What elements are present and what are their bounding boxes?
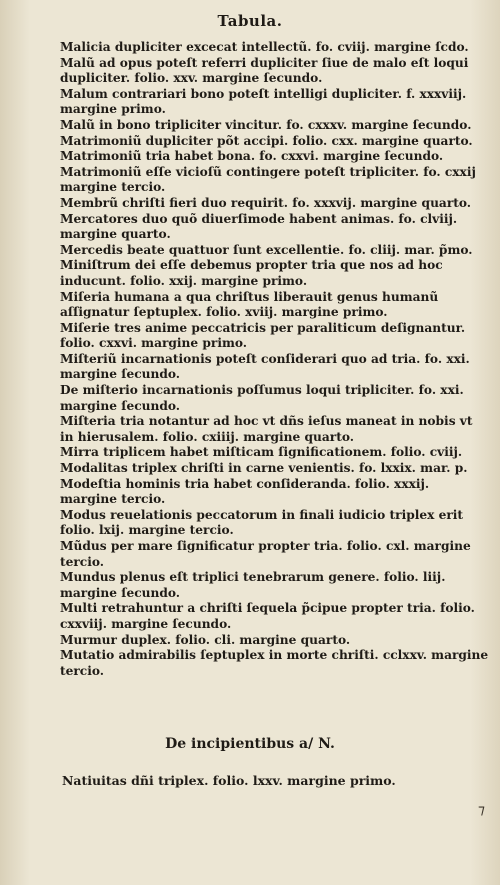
index-entry: Malũ ad opus poteſt referri dupliciter ſiue de malo eſt loqui dupliciter. folio. xxv. margine ſecundo. bbox=[60, 55, 469, 86]
index-entry: Mirra triplicem habet miſticam ſignificationem. folio. cviij. bbox=[60, 445, 463, 460]
index-entry: Modeſtia hominis tria habet conſideranda. folio. xxxij. margine tercio. bbox=[60, 476, 430, 507]
index-entry: Matrimoniũ dupliciter põt accipi. folio. cxx. margine quarto. bbox=[60, 133, 473, 148]
index-entry: Miſteriũ incarnationis poteſt conſiderari quo ad tria. fo. xxi. margine ſecundo. bbox=[60, 351, 470, 382]
index-entry: Matrimoniũ tria habet bona. fo. cxxvi. margine ſecundo. bbox=[60, 149, 444, 164]
index-entry: Malicia dupliciter excecat intellectũ. fo. cviij. margine ſcdo. bbox=[60, 40, 469, 54]
index-entry: Malum contrariari bono poteſt intelligi dupliciter. f. xxxviij. margine primo. bbox=[60, 86, 467, 117]
index-entry: Mutatio admirabilis ſeptuplex in morte chriſti. cclxxv. margine tercio. bbox=[60, 648, 489, 678]
index-entry: Miſteria tria notantur ad hoc vt dñs ieſus maneat in nobis vt in hierusalem. folio. cxiiij. margine quarto. bbox=[60, 414, 473, 444]
page-mark: ⁊ bbox=[478, 802, 485, 818]
index-entry: Multi retrahuntur a chriſti ſequela p̃cipue propter tria. folio. cxxviij. margine ſecundo. bbox=[60, 601, 475, 631]
index-entry: Mũdus per mare ſignificatur propter tria. folio. cxl. margine tercio. bbox=[60, 539, 471, 569]
index-entry: Miniſtrum dei eſſe debemus propter tria que nos ad hoc inducunt. folio. xxij. margine primo. bbox=[60, 258, 443, 288]
index-entries bbox=[60, 40, 490, 679]
index-entry: Modalitas triplex chriſti in carne venientis. fo. lxxix. mar. p. bbox=[60, 461, 468, 476]
index-entry: Malũ in bono tripliciter vincitur. fo. cxxxv. margine ſecundo. bbox=[60, 117, 472, 132]
index-entry: Membrũ chriſti fieri duo requirit. fo. xxxvij. margine quarto. bbox=[60, 195, 472, 210]
index-entry: Mercedis beate quattuor ſunt excellentie. fo. cliij. mar. p̃mo. bbox=[60, 242, 473, 257]
index-entry: Mercatores duo quõ diuerſimode habent animas. fo. clviij. margine quarto. bbox=[60, 211, 458, 242]
index-entry: De miſterio incarnationis poſſumus loqui tripliciter. fo. xxi. margine ſecundo. bbox=[60, 383, 464, 413]
index-entry: Mundus plenus eſt triplici tenebrarum genere. folio. liij. margine ſecundo. bbox=[60, 570, 446, 600]
page-title: Tabula. bbox=[217, 12, 283, 30]
index-entry: Miſeria humana a qua chriſtus liberauit genus humanũ aſſignatur ſeptuplex. folio. xviij. margine primo. bbox=[60, 289, 439, 320]
section-heading: De incipientibus a/ N. bbox=[165, 736, 335, 752]
index-entry: Miſerie tres anime peccatricis per paraliticum deſignantur. folio. cxxvi. margine primo. bbox=[60, 320, 466, 351]
final-index-entry: Natiuitas dñi triplex. folio. lxxv. margine primo. bbox=[62, 773, 396, 788]
index-entry: Modus reuelationis peccatorum in finali iudicio triplex erit folio. lxij. margine tercio. bbox=[60, 507, 464, 538]
index-entry: Matrimoniũ eſſe vicioſũ contingere poteſt tripliciter. fo. cxxij margine tercio. bbox=[60, 164, 476, 195]
index-entry: Murmur duplex. folio. cli. margine quarto. bbox=[60, 632, 351, 647]
